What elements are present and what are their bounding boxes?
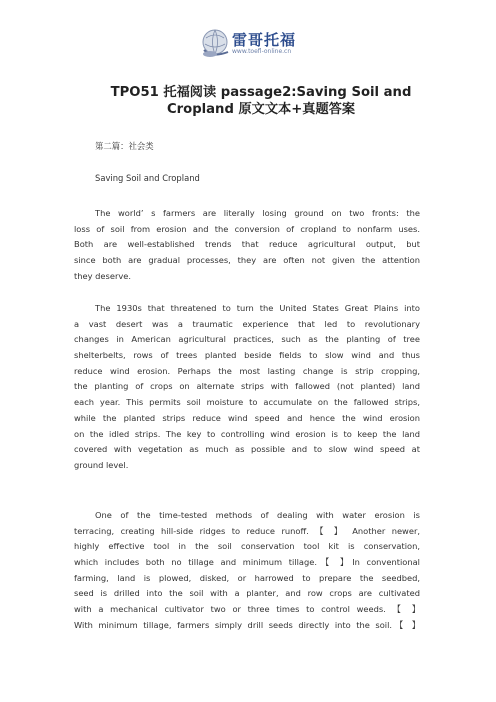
title-line: TPO51 托福阅读 passage2:Saving Soil and: [110, 85, 412, 100]
text-line: Both are well-established trends that reduce agricultural output, but: [74, 239, 420, 250]
text-line: farming, land is plowed, disked, or harrowed to prepare the seedbed,: [74, 572, 420, 583]
text-line: loss of soil from erosion and the conversion of cropland to nonfarm uses.: [74, 223, 420, 234]
brand-logo-url: www.toefl-online.cn: [232, 48, 292, 55]
text-line: while the planted strips reduce wind speed and hence the wind erosion: [74, 412, 420, 423]
brand-logo-name: 雷哥托福: [232, 31, 297, 49]
text-line: reduce wind erosion. Perhaps the most lasting change is strip cropping,: [74, 365, 420, 376]
text-line: on the idled strips. The key to controlling wind erosion is to keep the land: [74, 428, 420, 439]
text-line: shelterbelts, rows of trees planted beside fields to slow wind and thus: [74, 350, 420, 361]
text-line: terracing, creating hill-side ridges to reduce runoff. 【 】 Another newer,: [74, 525, 420, 536]
passage-title: Saving Soil and Cropland: [95, 173, 200, 183]
section-category: 第二篇：社会类: [95, 141, 154, 151]
text-line: which includes both no tillage and minimum tillage.【 】In conventional: [74, 557, 420, 568]
text-line: covered with vegetation as much as possible and to slow wind speed at: [74, 444, 420, 455]
paragraph-1: [74, 206, 420, 284]
text-line: The 1930s that threatened to turn the United States Great Plains into: [95, 303, 420, 313]
paragraph-2: [74, 301, 420, 474]
text-line: the planting of crops on alternate strips with fallowed (not planted) land: [74, 381, 420, 392]
text-line: since both are gradual processes, they are often not given the attention: [74, 255, 420, 266]
text-line: with a mechanical cultivator two or three times to control weeds. 【 】: [74, 604, 420, 615]
text-line: a vast desert was a traumatic experience that led to revolutionary: [74, 318, 420, 329]
text-line: highly effective tool in the soil conservation tool kit is conservation,: [74, 541, 420, 552]
text-line: ground level.: [74, 459, 129, 470]
text-line: With minimum tillage, farmers simply drill seeds directly into the soil.【 】: [74, 619, 420, 630]
text-line: each year. This permits soil moisture to accumulate on the fallowed strips,: [74, 397, 420, 408]
paragraph-3: [74, 508, 420, 634]
text-line: seed is drilled into the soil with a planter, and row crops are cultivated: [74, 588, 420, 599]
document-title: [96, 84, 426, 118]
title-line: Cropland 原文文本+真题答案: [166, 102, 356, 117]
text-line: changes in American agricultural practices, such as the planting of tree: [74, 334, 420, 345]
text-line: One of the time-tested methods of dealing with water erosion is: [95, 510, 420, 520]
text-line: they deserve.: [74, 270, 132, 281]
text-line: The world’ s farmers are literally losing ground on two fronts: the: [95, 208, 420, 218]
